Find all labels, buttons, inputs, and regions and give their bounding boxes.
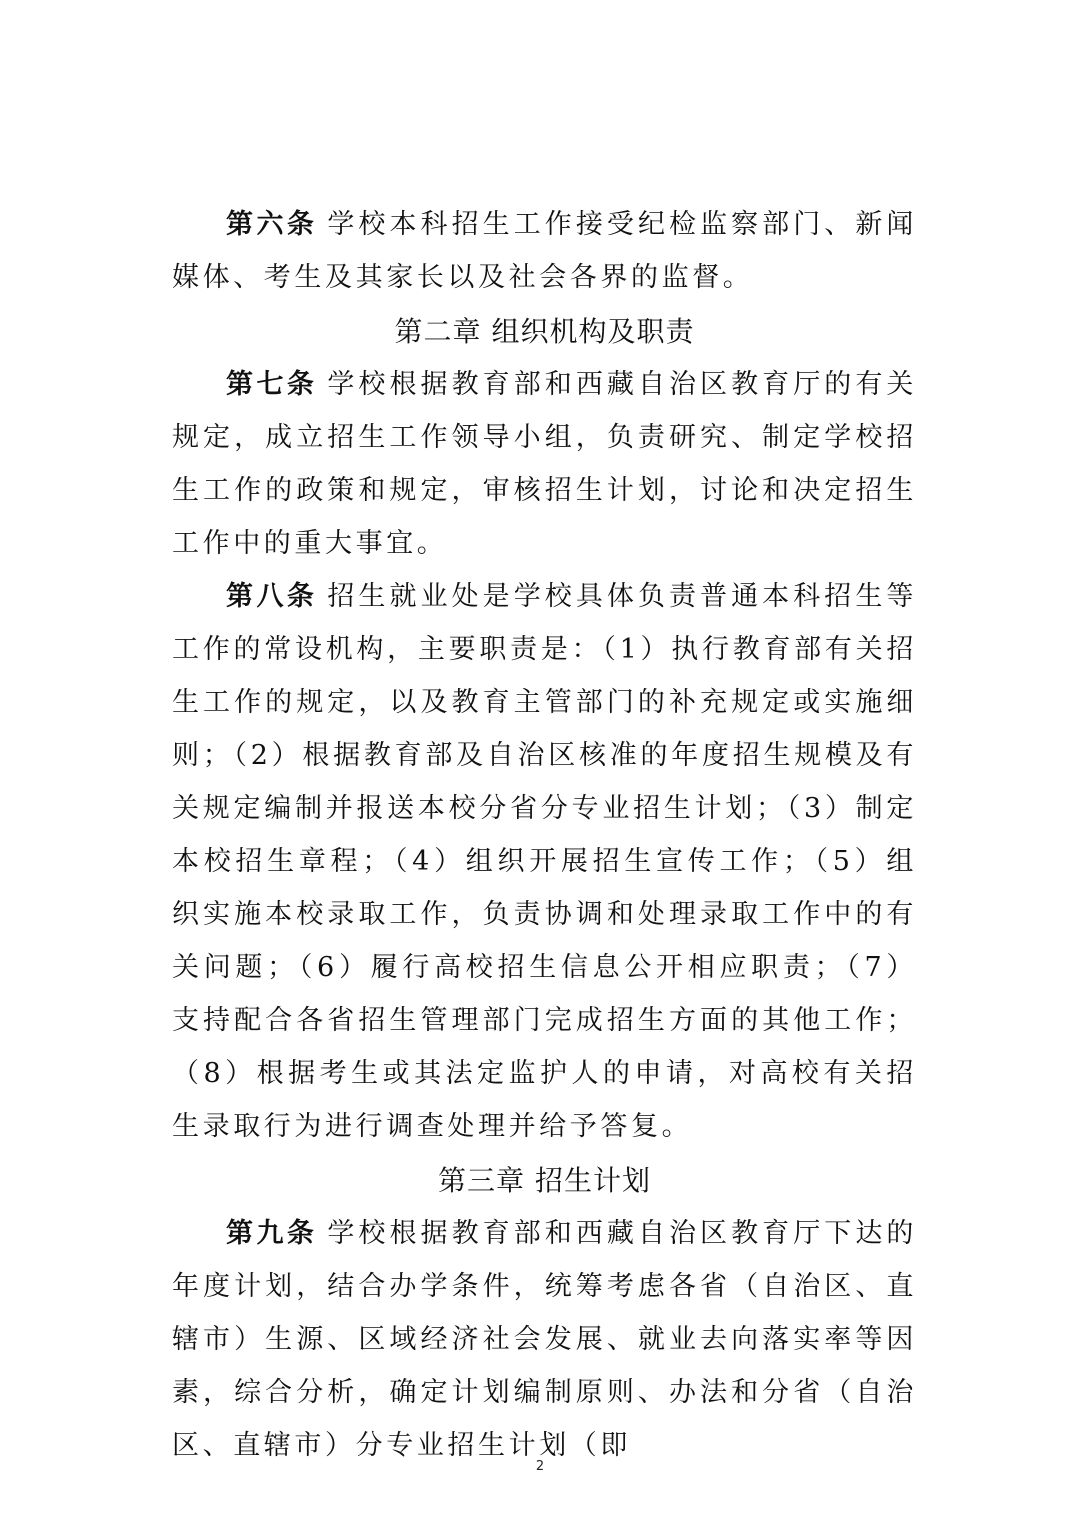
- article-6-label: 第六条: [226, 209, 318, 240]
- article-6: [172, 198, 917, 304]
- chapter-3-heading: 第三章 招生计划: [438, 1164, 651, 1197]
- article-9: [172, 1207, 917, 1472]
- document-body: [172, 198, 917, 1472]
- article-9-text: 学校根据教育部和西藏自治区教育厅下达的年度计划，结合办学条件，统筹考虑各省（自治区、直辖市）生源、区域经济社会发展、就业去向落实率等因素，综合分析，确定计划编制原则、办法和分省（自治区、直辖市）分专业招生计划（即: [172, 1218, 917, 1461]
- article-7: [172, 358, 917, 570]
- article-8: [172, 570, 917, 1153]
- article-7-label: 第七条: [226, 369, 318, 400]
- chapter-2-heading: 第二章 组织机构及职责: [394, 315, 695, 348]
- article-7-text: 学校根据教育部和西藏自治区教育厅的有关规定，成立招生工作领导小组，负责研究、制定学校招生工作的政策和规定，审核招生计划，讨论和决定招生工作中的重大事宜。: [172, 369, 917, 559]
- page-number: 2: [535, 1459, 545, 1474]
- article-6-text: 学校本科招生工作接受纪检监察部门、新闻媒体、考生及其家长以及社会各界的监督。: [172, 209, 917, 293]
- article-9-label: 第九条: [226, 1218, 318, 1249]
- article-8-label: 第八条: [226, 581, 318, 612]
- article-8-text: 招生就业处是学校具体负责普通本科招生等工作的常设机构，主要职责是：（1）执行教育部有关招生工作的规定，以及教育主管部门的补充规定或实施细则；（2）根据教育部及自治区核准的年度招生规模及有关规定编制并报送本校分省分专业招生计划；（3）制定本校招生章程；（4）组织开展招生宣传工作；（5）组织实施本校录取工作，负责协调和处理录取工作中的有关问题；（6）履行高校招生信息公开相应职责；（7）支持配合各省招生管理部门完成招生方面的其他工作；（8）根据考生或其法定监护人的申请，对高校有关招生录取行为进行调查处理并给予答复。: [172, 581, 917, 1142]
